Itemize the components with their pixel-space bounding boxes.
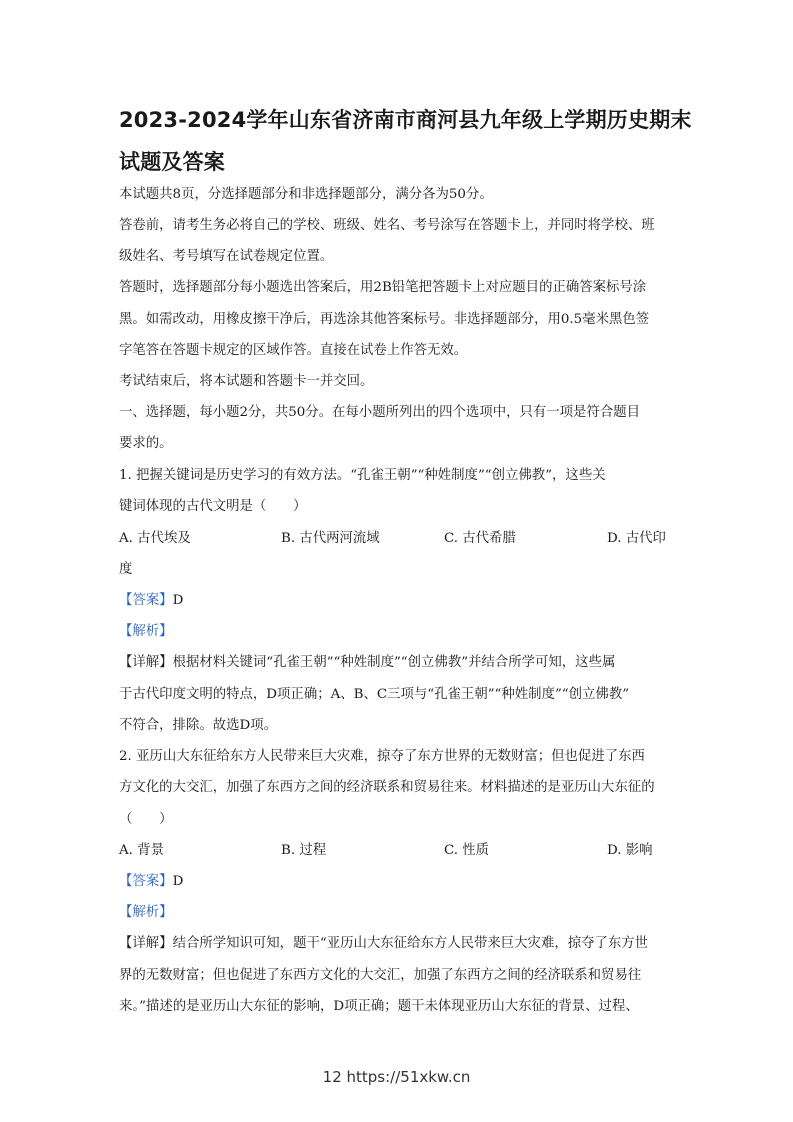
answer-value: D — [172, 593, 184, 608]
question-2-stem: 2. 亚历山大东征给东方人民带来巨大灾难，掠夺了东方世界的无数财富；但也促进了东西 — [119, 749, 645, 764]
document-title-line-1: 2023-2024学年山东省济南市商河县九年级上学期历史期末 — [119, 108, 692, 132]
intro-line: 答卷前，请考生务必将自己的学校、班级、姓名、考号涂写在答题卡上，并同时将学校、班 — [119, 218, 655, 233]
intro-line: 答题时，选择题部分每小题选出答案后，用2B铅笔把答题卡上对应题目的正确答案标号涂 — [119, 280, 647, 295]
question-1-option-a: A. 古代埃及 — [119, 531, 191, 546]
analysis-tag: 【解析】 — [119, 624, 173, 639]
answer-tag: 【答案】 — [119, 593, 173, 608]
question-2-detail: 界的无数财富；但也促进了东西方文化的大交汇，加强了东西方之间的经济联系和贸易往 — [119, 968, 642, 983]
section-heading: 要求的。 — [119, 436, 173, 451]
question-1-detail: 于古代印度文明的特点，D项正确；A、B、C三项与“孔雀王朝”“种姓制度”“创立佛教” — [119, 687, 630, 702]
question-1-analysis-label — [119, 623, 679, 641]
question-2-detail: 来。”描述的是亚历山大东征的影响，D项正确；题干未体现亚历山大东征的背景、过程、 — [119, 999, 639, 1014]
question-2-option-b: B. 过程 — [281, 843, 327, 858]
question-2-stem: 方文化的大交汇，加强了东西方之间的经济联系和贸易往来。材料描述的是亚历山大东征的 — [119, 780, 655, 795]
detail-text: 结合所学知识可知，题干“亚历山大东征给东方人民带来巨大灾难，掠夺了东方世 — [172, 936, 649, 951]
question-1-stem: 1. 把握关键词是历史学习的有效方法。“孔雀王朝”“种姓制度”“创立佛教”，这些关 — [119, 468, 606, 483]
detail-tag: 【详解】 — [119, 655, 173, 670]
page-footer-url: 12 https://51xkw.cn — [322, 1068, 471, 1086]
intro-line: 级姓名、考号填写在试卷规定位置。 — [119, 249, 334, 264]
question-2-analysis-label — [119, 904, 679, 922]
section-heading: 一、选择题，每小题2分，共50分。在每小题所列出的四个选项中，只有一项是符合题目 — [119, 405, 641, 420]
document-title-line-2: 试题及答案 — [119, 150, 225, 174]
question-2-detail — [119, 935, 679, 953]
question-1-detail — [119, 654, 679, 672]
answer-value: D — [172, 874, 184, 889]
question-2-stem: （ ） — [119, 812, 173, 827]
question-2-option-c: C. 性质 — [444, 843, 490, 858]
question-1-detail: 不符合，排除。故选D项。 — [119, 718, 278, 733]
question-1-option-b: B. 古代两河流域 — [281, 531, 380, 546]
question-2-answer — [119, 873, 679, 891]
question-1-answer — [119, 592, 679, 610]
intro-line: 字笔答在答题卡规定的区域作答。直接在试卷上作答无效。 — [119, 343, 468, 358]
intro-line: 考试结束后，将本试题和答题卡一并交回。 — [119, 374, 374, 389]
answer-tag: 【答案】 — [119, 874, 173, 889]
question-1-option-d: D. 古代印 — [607, 531, 666, 546]
detail-tag: 【详解】 — [119, 936, 173, 951]
question-1-option-d-wrap: 度 — [119, 562, 133, 577]
detail-text: 根据材料关键词“孔雀王朝”“种姓制度”“创立佛教”并结合所学可知，这些属 — [172, 655, 616, 670]
question-1-stem: 键词体现的古代文明是（ ） — [119, 499, 307, 514]
question-2-option-a: A. 背景 — [119, 843, 164, 858]
question-1-option-c: C. 古代希腊 — [444, 531, 516, 546]
question-2-option-d: D. 影响 — [607, 843, 653, 858]
intro-line: 黑。如需改动，用橡皮擦干净后，再选涂其他答案标号。非选择题部分，用0.5毫米黑色签 — [119, 312, 650, 327]
intro-line: 本试题共8页，分选择题部分和非选择题部分，满分各为50分。 — [119, 187, 493, 202]
analysis-tag: 【解析】 — [119, 905, 173, 920]
